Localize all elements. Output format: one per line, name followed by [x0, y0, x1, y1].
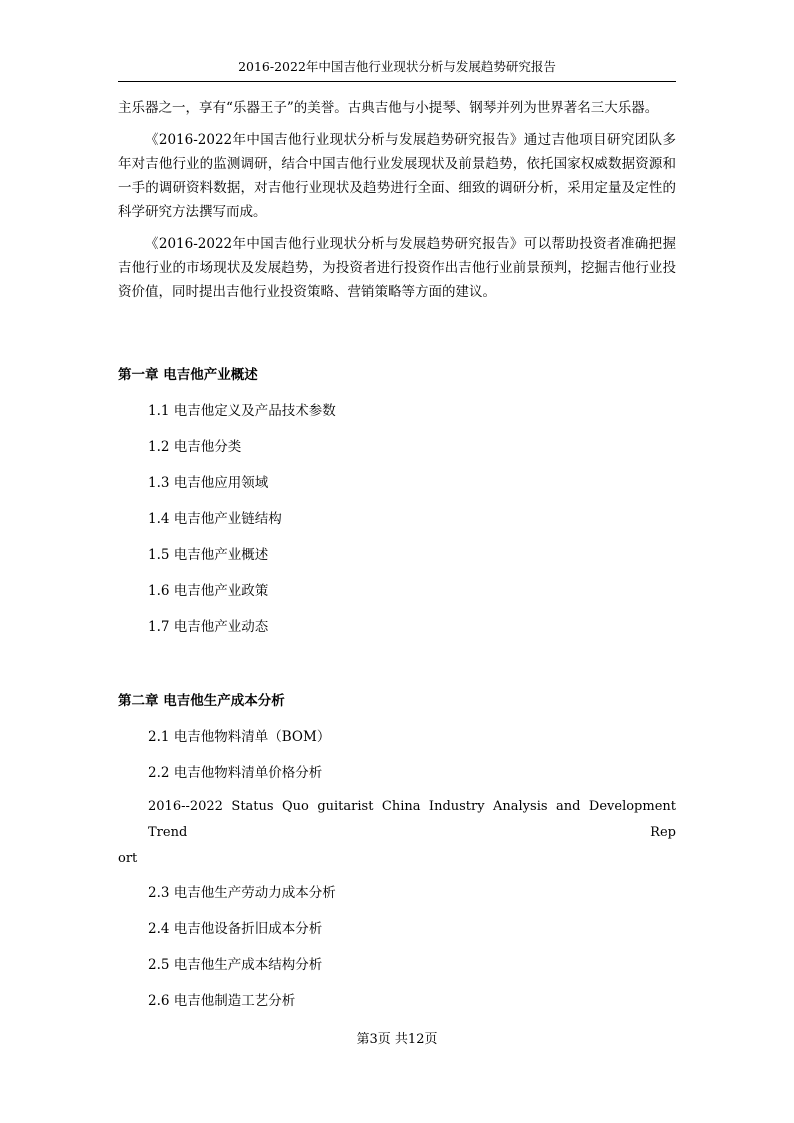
chapter-1-title: 第一章 电吉他产业概述	[118, 367, 258, 383]
toc-item: 1.6 电吉他产业政策	[148, 583, 269, 599]
page-header: 2016-2022年中国吉他行业现状分析与发展趋势研究报告	[238, 59, 556, 74]
toc-item: 2.4 电吉他设备折旧成本分析	[148, 921, 323, 937]
toc-item: 1.4 电吉他产业链结构	[148, 511, 282, 527]
page-footer: 第3页 共12页	[356, 1032, 438, 1047]
english-title-line-2: ort	[118, 851, 138, 866]
intro-paragraph-2: 《2016-2022年中国吉他行业现状分析与发展趋势研究报告》通过吉他项目研究团队多年对吉他行业的监测调研，结合中国吉他行业发展现状及前景趋势，依托国家权威数据资源和一手的调研资料数据，对吉他行业现状及趋势进行全面、细致的调研分析，采用定量及定性的科学研究方法撰写而成。	[118, 132, 676, 220]
toc-item: 1.5 电吉他产业概述	[148, 547, 269, 563]
intro-paragraph-1: 主乐器之一，享有“乐器王子”的美誉。古典吉他与小提琴、钢琴并列为世界著名三大乐器。	[118, 100, 659, 116]
toc-item: 2.5 电吉他生产成本结构分析	[148, 957, 323, 973]
header-rule	[118, 81, 676, 82]
toc-item: 1.3 电吉他应用领域	[148, 475, 269, 491]
english-title-line-1: 2016--2022 Status Quo guitarist China Industry Analysis and Development Trend Rep	[148, 799, 676, 840]
toc-item: 2.3 电吉他生产劳动力成本分析	[148, 885, 336, 901]
toc-item: 1.2 电吉他分类	[148, 439, 242, 455]
toc-item: 1.7 电吉他产业动态	[148, 619, 269, 635]
intro-paragraph-3: 《2016-2022年中国吉他行业现状分析与发展趋势研究报告》可以帮助投资者准确把握吉他行业的市场现状及发展趋势，为投资者进行投资作出吉他行业前景预判，挖掘吉他行业投资价值，同时提出吉他行业投资策略、营销策略等方面的建议。	[118, 236, 676, 300]
document-body	[118, 96, 676, 1012]
toc-item: 2.2 电吉他物料清单价格分析	[148, 765, 323, 781]
toc-item: 2.1 电吉他物料清单（BOM）	[148, 729, 331, 745]
chapter-2-title: 第二章 电吉他生产成本分析	[118, 693, 285, 709]
toc-item: 2.6 电吉他制造工艺分析	[148, 993, 296, 1009]
toc-item: 1.1 电吉他定义及产品技术参数	[148, 403, 336, 419]
